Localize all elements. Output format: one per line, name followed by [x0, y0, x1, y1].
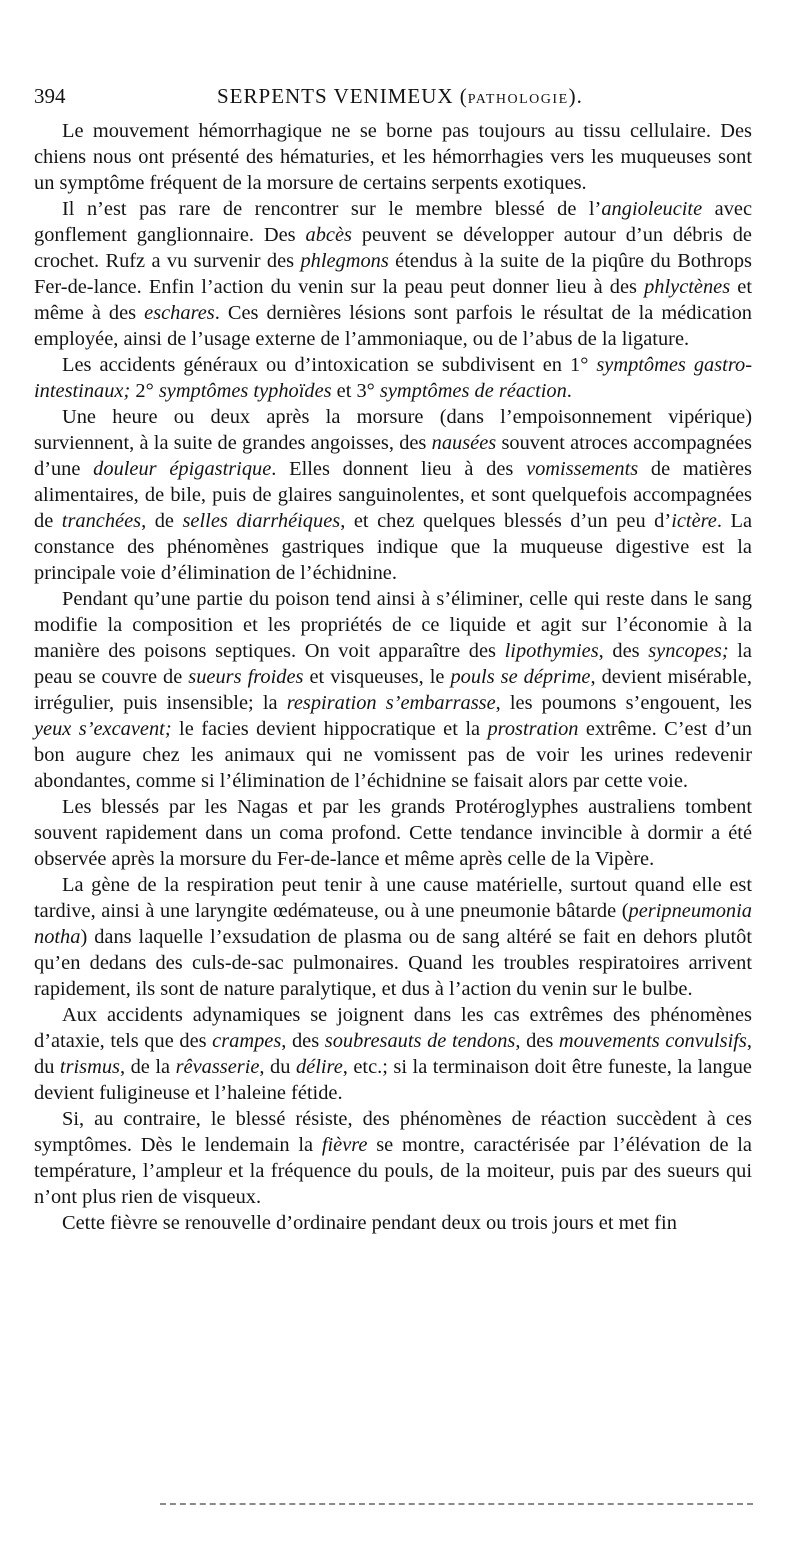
running-title-end: ). [568, 84, 583, 108]
italic-term: respiration s’embarrasse [286, 692, 496, 714]
italic-term: symptômes typhoïdes [158, 380, 332, 402]
text-run: peuvent se développer autour d’un débris de crochet. Rufz a vu survenir des [34, 224, 752, 272]
body-text [34, 118, 752, 1236]
italic-term: sueurs froides [188, 666, 304, 688]
text-run: se montre, caractérisée par l’élévation de la température, l’ampleur et la fréquence du pouls, de la moiteur, puis par des sueurs qui n’ont plus rien de visqueux. [34, 1134, 752, 1208]
text-run: et 3° [331, 380, 380, 402]
text-run: et même à des [34, 276, 752, 324]
text-run: ) dans laquelle l’exsudation de plasma ou de sang altéré se fait en dehors plutôt qu’en dedans des culs-de-sac pulmonaires. Quand les troubles respiratoires arrivent rapidement, ils sont de nature paralytique, et dus à l’action du venin sur le bulbe. [34, 926, 752, 1000]
italic-term: tranchées [61, 510, 142, 532]
running-title-section: PATHOLOGIE [467, 92, 569, 107]
paragraph [34, 794, 752, 872]
text-run: , des [598, 640, 649, 662]
italic-term: yeux s’excavent; [34, 718, 172, 740]
text-run: Si, au contraire, le blessé résiste, des phénomènes de réaction succèdent à ces symptômes. Dès le lendemain la [34, 1108, 752, 1156]
text-run: . Elles donnent lieu à des [271, 458, 527, 480]
text-run: étendus à la suite de la piqûre du Bothrops Fer-de-lance. Enfin l’action du venin sur la peau peut donner lieu à des [34, 250, 752, 298]
italic-term: mouvements convulsifs [558, 1030, 747, 1052]
italic-term: eschares [144, 302, 215, 324]
text-run: Cette fièvre se renouvelle d’ordinaire pendant deux ou trois jours et met fin [62, 1212, 677, 1234]
text-run: . Ces dernières lésions sont parfois le résultat de la médication employée, ainsi de l’usage externe de l’ammoniaque, ou de l’abus de la ligature. [34, 302, 752, 350]
text-run: le facies devient hippocratique et la [171, 718, 488, 740]
italic-term: nausées [431, 432, 497, 454]
text-run: Les accidents généraux ou d’intoxication se subdivisent en 1° [62, 354, 597, 376]
text-run: , devient misérable, irrégulier, puis insensible; la [34, 666, 753, 714]
text-run: Pendant qu’une partie du poison tend ainsi à s’éliminer, celle qui reste dans le sang modifie la composition et les propriétés de ce liquide et agit sur l’économie à la manière des poisons septiques. On voit apparaître des [34, 588, 752, 662]
paragraph [34, 872, 752, 1002]
italic-term: phlegmons [300, 250, 389, 272]
text-run: la peau se couvre de [34, 640, 752, 688]
text-run: , les poumons s’engouent, les [495, 692, 752, 714]
paragraph [34, 404, 752, 586]
paragraph [34, 196, 752, 352]
text-run: et visqueuses, le [303, 666, 451, 688]
page-header [34, 84, 770, 116]
text-run: , des [515, 1030, 559, 1052]
text-run: . La constance des phénomènes gastriques indique que la muqueuse digestive est la principale voie d’élimination de l’échidnine. [34, 510, 753, 584]
text-run: , des [281, 1030, 325, 1052]
italic-term: vomissements [526, 458, 639, 480]
text-run: Il n’est pas rare de rencontrer sur le membre blessé de l’ [62, 198, 602, 220]
italic-term: rêvasserie [175, 1056, 260, 1078]
italic-term: selles diarrhéiques [182, 510, 341, 532]
text-run: avec gonflement ganglionnaire. Des [34, 198, 752, 246]
italic-term: trismus [59, 1056, 120, 1078]
paragraph [34, 586, 752, 794]
italic-term: fièvre [321, 1134, 368, 1156]
running-title-main: SERPENTS VENIMEUX ( [217, 84, 468, 108]
text-run: , etc.; si la terminaison doit être funeste, la langue devient fuligineuse et l’haleine fétide. [34, 1056, 752, 1104]
text-run: , du [34, 1030, 752, 1078]
italic-term: angioleucite [601, 198, 703, 220]
footer-rule [160, 1503, 753, 1505]
italic-term: prostration [487, 718, 579, 740]
italic-term: phlyctènes [644, 276, 731, 298]
italic-term: douleur épigastrique [93, 458, 272, 480]
text-run: de matières alimentaires, de bile, puis de glaires sanguinolentes, et sont quelquefois accompagnées de [34, 458, 752, 532]
text-run: 2° [130, 380, 159, 402]
paragraph [34, 1210, 752, 1236]
text-run: . [566, 380, 572, 402]
text-run: Aux accidents adynamiques se joignent dans les cas extrêmes des phénomènes d’ataxie, tels que des [34, 1004, 752, 1052]
paragraph [34, 1002, 752, 1106]
italic-term: symptômes de réaction [379, 380, 567, 402]
page-number: 394 [34, 84, 66, 108]
text-run: Une heure ou deux après la morsure (dans l’empoisonnement vipérique) surviennent, à la suite de grandes angoisses, des [34, 406, 752, 454]
text-run: , de [141, 510, 183, 532]
italic-term: soubresauts de tendons [324, 1030, 516, 1052]
italic-term: abcès [305, 224, 352, 246]
italic-term: symptômes gastro-intestinaux; [34, 354, 753, 402]
text-run: Le mouvement hémorrhagique ne se borne pas toujours au tissu cellulaire. Des chiens nous ont présenté des hématuries, et les hémorrhagies vers les muqueuses sont un symptôme fréquent de la morsure de certains serpents exotiques. [34, 120, 752, 194]
paragraph [34, 352, 752, 404]
italic-term: lipothymies [504, 640, 599, 662]
italic-term: crampes [212, 1030, 282, 1052]
italic-term: pouls se déprime [450, 666, 591, 688]
italic-term: délire [295, 1056, 343, 1078]
text-run: , du [259, 1056, 296, 1078]
text-run: , de la [119, 1056, 176, 1078]
text-run: La gène de la respiration peut tenir à une cause matérielle, surtout quand elle est tardive, ainsi à une laryngite œdémateuse, ou à une pneumonie bâtarde ( [34, 874, 752, 922]
paragraph [34, 118, 752, 196]
italic-term: peripneumonia notha [34, 900, 752, 948]
text-run: , et chez quelques blessés d’un peu d’ [340, 510, 672, 532]
italic-term: ictère [671, 510, 717, 532]
text-run: Les blessés par les Nagas et par les grands Protéroglyphes australiens tombent souvent rapidement dans un coma profond. Cette tendance invincible à dormir a été observée après la morsure du Fer-de-lance et même après celle de la Vipère. [34, 796, 752, 870]
italic-term: syncopes; [648, 640, 729, 662]
text-run: souvent atroces accompagnées d’une [34, 432, 752, 480]
running-title [217, 84, 583, 109]
paragraph [34, 1106, 752, 1210]
text-run: extrême. C’est d’un bon augure chez les animaux qui ne vomissent pas de voir les urines redevenir abondantes, comme si l’élimination de l’échidnine se faisait alors par cette voie. [34, 718, 752, 792]
